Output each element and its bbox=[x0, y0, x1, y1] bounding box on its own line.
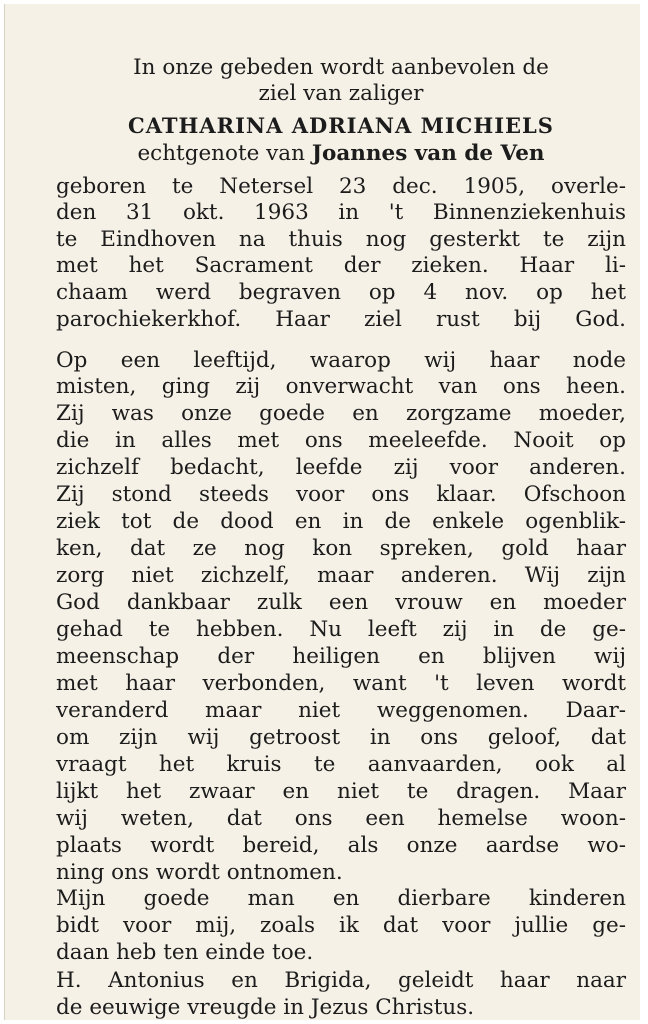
biography-line: den 31 okt. 1963 in 't Binnenziekenhuis bbox=[56, 200, 626, 225]
spouse-line bbox=[56, 141, 626, 167]
remembrance-line: Zij was onze goede en zorgzame moeder, bbox=[56, 401, 626, 426]
remembrance-line: met haar verbonden, want 't leven wordt bbox=[56, 671, 626, 696]
biography-line: chaam werd begraven op 4 nov. op het bbox=[56, 280, 626, 305]
remembrance-line: ziek tot de dood en in de enkele ogenblik- bbox=[56, 509, 626, 534]
remembrance-line: zorg niet zichzelf, maar anderen. Wij zijn bbox=[56, 563, 626, 588]
remembrance-line: gehad te hebben. Nu leeft zij in de ge- bbox=[56, 617, 626, 642]
spouse-prefix: echtgenote van bbox=[137, 141, 312, 166]
remembrance-line: ken, dat ze nog kon spreken, gold haar bbox=[56, 536, 626, 561]
remembrance-line: meenschap der heiligen en blijven wij bbox=[56, 644, 626, 669]
prayer-line: de eeuwige vreugde in Jezus Christus. bbox=[56, 995, 475, 1020]
remembrance-line: wij weten, dat ons een hemelse woon- bbox=[56, 806, 626, 831]
spouse-name: Joannes van de Ven bbox=[311, 141, 545, 166]
remembrance-line: zichzelf bedacht, leefde zij voor anderen. bbox=[56, 455, 626, 480]
biography-line: parochiekerkhof. Haar ziel rust bij God. bbox=[56, 307, 626, 332]
remembrance-line: veranderd maar niet weggenomen. Daar- bbox=[56, 698, 626, 723]
intro-line-2: ziel van zaliger bbox=[258, 81, 424, 106]
biography-line: met het Sacrament der zieken. Haar li- bbox=[56, 253, 626, 278]
remembrance-line: die in alles met ons meeleefde. Nooit op bbox=[56, 428, 626, 453]
remembrance-line: God dankbaar zulk een vrouw en moeder bbox=[56, 590, 626, 615]
remembrance-line: Op een leeftijd, waarop wij haar node bbox=[56, 348, 626, 373]
farewell-line: daan heb ten einde toe. bbox=[56, 940, 314, 965]
deceased-name: CATHARINA ADRIANA MICHIELS bbox=[128, 113, 554, 138]
farewell-line: bidt voor mij, zoals ik dat voor jullie ge- bbox=[56, 913, 626, 938]
remembrance-line: plaats wordt bereid, als onze aardse wo- bbox=[56, 833, 626, 858]
prayer-line: H. Antonius en Brigida, geleidt haar naar bbox=[56, 968, 626, 993]
remembrance-line: misten, ging zij onverwacht van ons heen. bbox=[56, 374, 626, 399]
remembrance-line: vraagt het kruis te aanvaarden, ook al bbox=[56, 752, 626, 777]
remembrance-line: Zij stond steeds voor ons klaar. Ofschoon bbox=[56, 482, 626, 507]
remembrance-line: om zijn wij getroost in ons geloof, dat bbox=[56, 725, 626, 750]
remembrance-line: ning ons wordt ontnomen. bbox=[56, 860, 343, 885]
biography-line: geboren te Netersel 23 dec. 1905, overle- bbox=[56, 174, 626, 199]
remembrance-line: lijkt het zwaar en niet te dragen. Maar bbox=[56, 779, 626, 804]
intro-line-1: In onze gebeden wordt aanbevolen de bbox=[133, 55, 549, 80]
farewell-line: Mijn goede man en dierbare kinderen bbox=[56, 886, 626, 911]
biography-line: te Eindhoven na thuis nog gesterkt te zijn bbox=[56, 227, 626, 252]
